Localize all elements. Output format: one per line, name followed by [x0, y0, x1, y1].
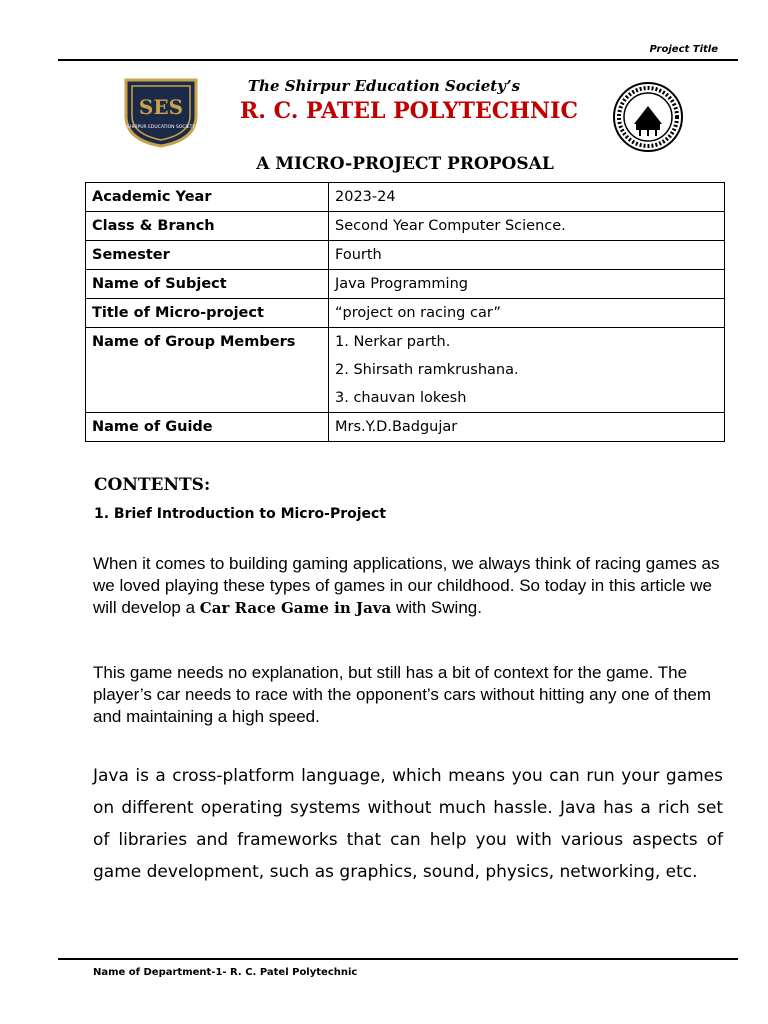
group-members-label: Name of Group Members — [86, 328, 329, 413]
para1-text-end: with Swing. — [391, 598, 482, 617]
project-title-value: “project on racing car” — [329, 299, 725, 328]
ses-logo-ring-text: SHIRPUR EDUCATION SOCIETY — [126, 125, 196, 130]
table-row — [86, 413, 725, 442]
ses-logo-text: SES — [138, 95, 184, 119]
table-row — [86, 328, 725, 413]
footer-divider — [58, 958, 738, 960]
table-row — [86, 212, 725, 241]
para1-bold-text: Car Race Game in Java — [199, 599, 392, 617]
academic-year-value: 2023-24 — [329, 183, 725, 212]
contents-heading: CONTENTS: — [94, 475, 211, 495]
subject-label: Name of Subject — [86, 270, 329, 299]
subject-value: Java Programming — [329, 270, 725, 299]
college-name: R. C. PATEL POLYTECHNIC — [240, 98, 578, 124]
section-heading-introduction: 1. Brief Introduction to Micro-Project — [94, 506, 387, 522]
academic-year-label: Academic Year — [86, 183, 329, 212]
proposal-title: A MICRO-PROJECT PROPOSAL — [256, 154, 554, 174]
table-row — [86, 299, 725, 328]
group-member-3: 3. chauvan lokesh — [335, 390, 467, 406]
intro-paragraph-2: This game needs no explanation, but still has a bit of context for the game. The player’s car needs to race with the opponent’s cars without hitting any one of them and maintaining a high speed. — [93, 663, 712, 726]
para1-text-start: When it comes to building gaming applications, we always think of racing games as we loved playing these types of games in our childhood. So today in this article we will develop a — [93, 554, 720, 617]
header-project-title: Project Title — [649, 44, 718, 55]
class-branch-value: Second Year Computer Science. — [329, 212, 725, 241]
group-member-2: 2. Shirsath ramkrushana. — [335, 362, 519, 378]
intro-paragraph-3: Java is a cross-platform language, which means you can run your games on different operating systems without much hassle. Java has a rich set of libraries and frameworks that can help you with various aspects of game development, such as graphics, sound, physics, networking, etc. — [93, 766, 723, 882]
project-title-label: Title of Micro-project — [86, 299, 329, 328]
table-row — [86, 183, 725, 212]
class-branch-label: Class & Branch — [86, 212, 329, 241]
footer-department: Name of Department-1- R. C. Patel Polytechnic — [93, 967, 358, 978]
society-name: The Shirpur Education Society’s — [247, 77, 521, 95]
group-members-value — [329, 328, 725, 413]
header-divider — [58, 59, 738, 61]
project-info-table — [85, 182, 725, 442]
semester-value: Fourth — [329, 241, 725, 270]
semester-label: Semester — [86, 241, 329, 270]
group-member-1: 1. Nerkar parth. — [335, 334, 451, 350]
table-row — [86, 270, 725, 299]
intro-paragraph-1 — [93, 553, 733, 619]
guide-value: Mrs.Y.D.Badgujar — [329, 413, 725, 442]
guide-label: Name of Guide — [86, 413, 329, 442]
table-row — [86, 241, 725, 270]
